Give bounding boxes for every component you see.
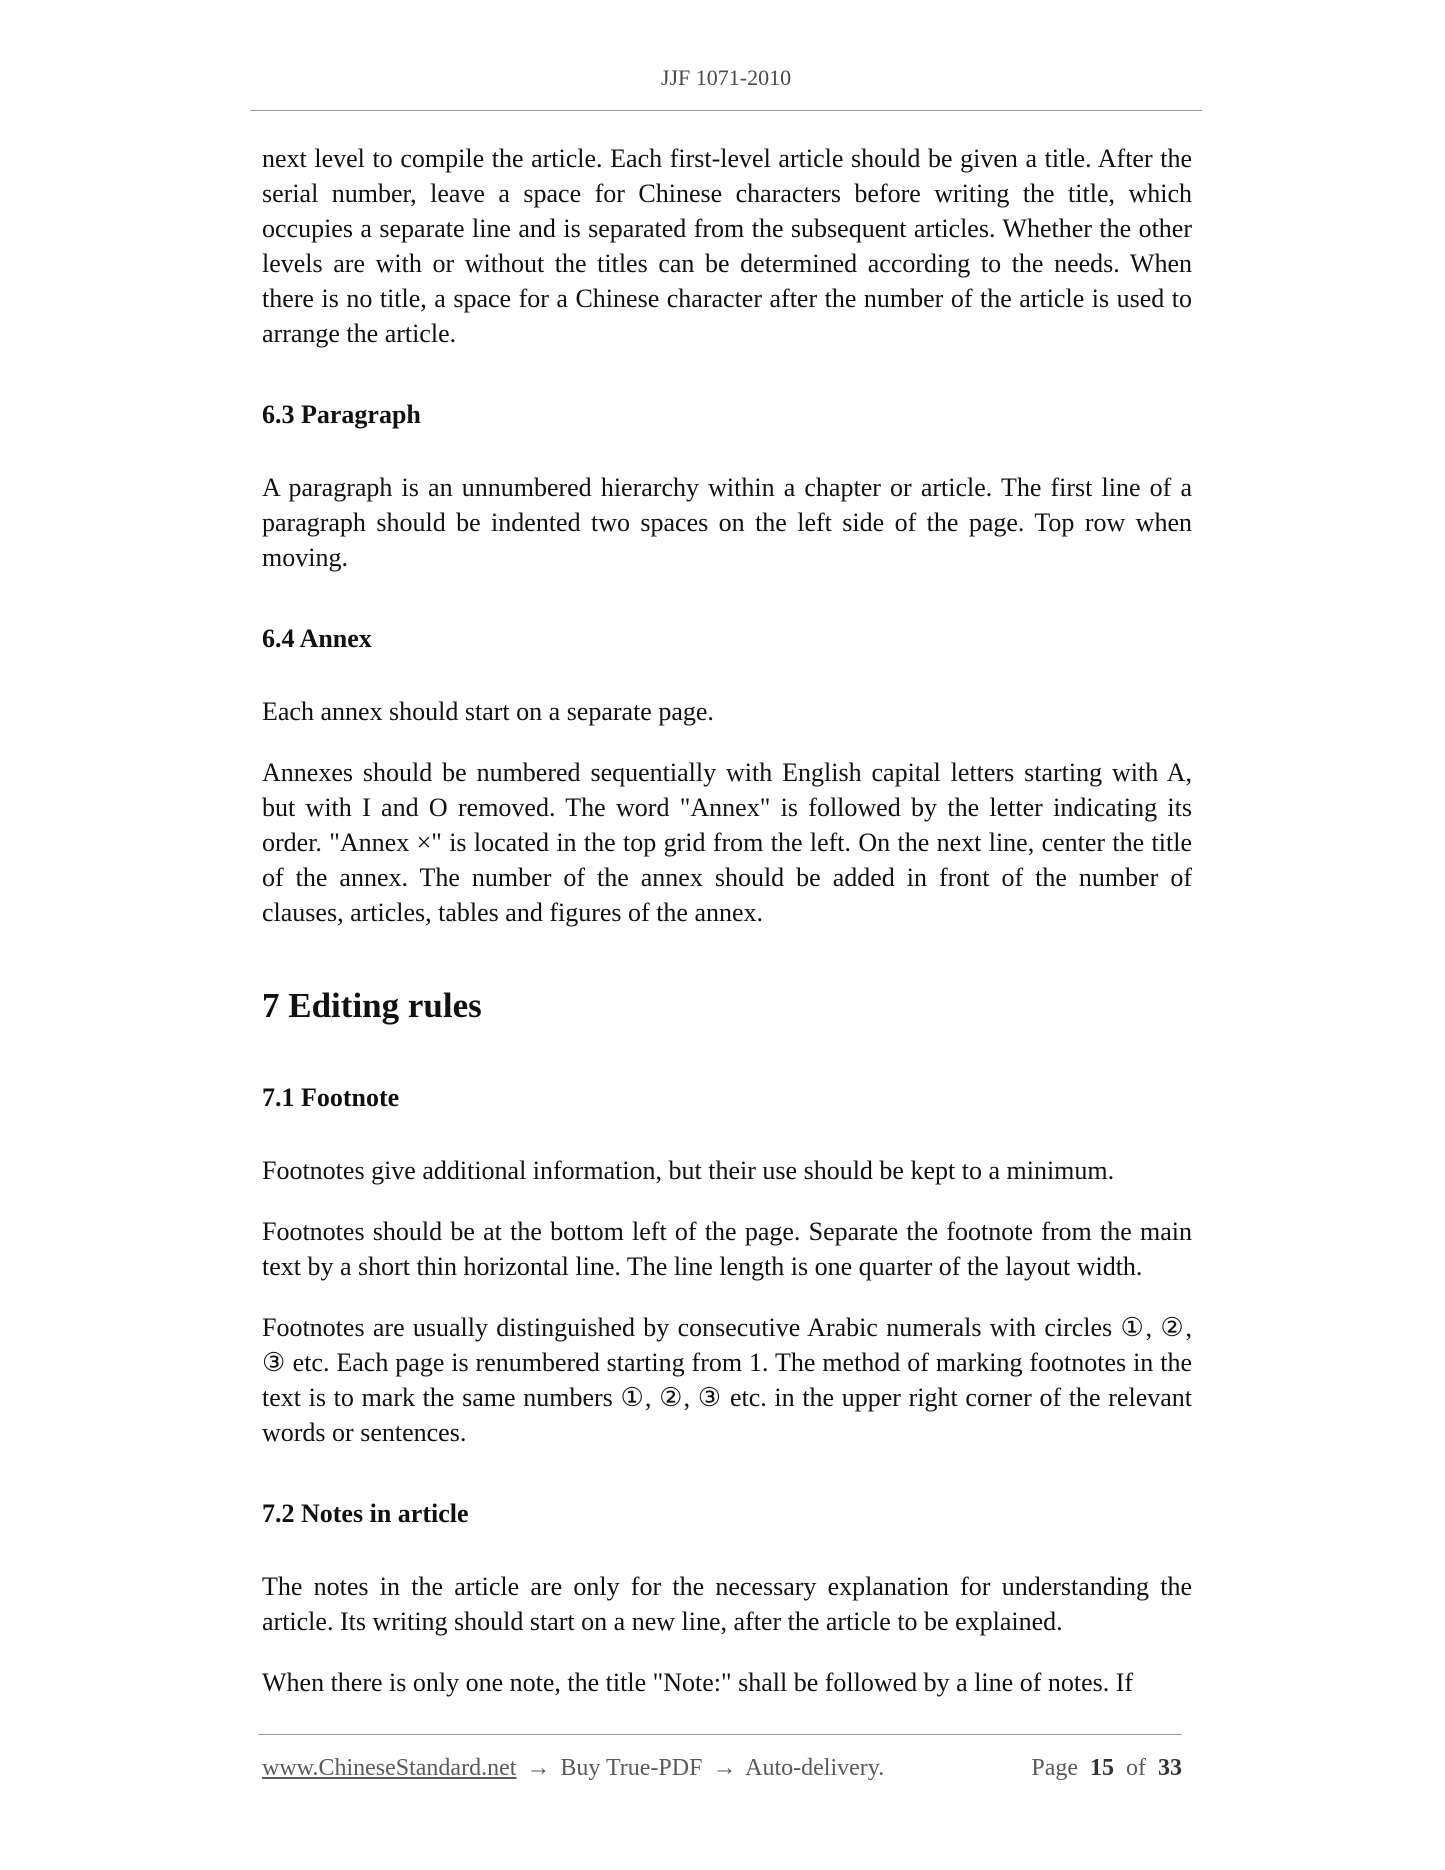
- document-body: [262, 141, 1192, 1726]
- header-divider: [250, 110, 1202, 111]
- site-link[interactable]: www.ChineseStandard.net: [262, 1755, 517, 1781]
- footer-promo: [262, 1752, 884, 1784]
- paragraph-notes-purpose: The notes in the article are only for the necessary explanation for understanding the article. Its writing should start on a new line, after the article to be explained.: [262, 1572, 1192, 1636]
- paragraph-annex-separate-page: Each annex should start on a separate page.: [262, 697, 714, 726]
- heading-7-2-notes-in-article: 7.2 Notes in article: [262, 1499, 469, 1528]
- auto-delivery-text: Auto-delivery.: [745, 1755, 885, 1781]
- paragraph-footnote-numbering: Footnotes are usually distinguished by consecutive Arabic numerals with circles ①, ②, ③ etc. Each page is renumbered starting from 1. The method of marking footnotes in the text is to mark the same numbers ①, ②, ③ etc. in the upper right corner of the relevant words or sentences.: [262, 1313, 1192, 1447]
- page-number: 15: [1090, 1755, 1114, 1781]
- page-footer: [262, 1752, 1182, 1784]
- arrow-right-icon: →: [526, 1755, 551, 1781]
- paragraph-annex-numbering: Annexes should be numbered sequentially with English capital letters starting with A, but with I and O removed. The word "Annex" is followed by the letter indicating its order. "Annex ×" is located in the top grid from the left. On the next line, center the title of the annex. The number of the annex should be added in front of the number of clauses, articles, tables and figures of the annex.: [262, 758, 1192, 927]
- heading-7-editing-rules: 7 Editing rules: [262, 986, 482, 1025]
- paragraph-articles-continued: next level to compile the article. Each first-level article should be given a title. After the serial number, leave a space for Chinese characters before writing the title, which occupies a separate line and is separated from the subsequent articles. Whether the other levels are with or without the titles can be determined according to the needs. When there is no title, a space for a Chinese character after the number of the article is used to arrange the article.: [262, 144, 1192, 348]
- arrow-right-icon: →: [712, 1755, 737, 1781]
- page-label: Page: [1031, 1755, 1078, 1781]
- heading-6-3-paragraph: 6.3 Paragraph: [262, 400, 421, 429]
- buy-true-pdf-text: Buy True-PDF: [560, 1755, 703, 1781]
- page-indicator: [1031, 1752, 1182, 1784]
- heading-7-1-footnote: 7.1 Footnote: [262, 1083, 400, 1112]
- footer-divider: [258, 1734, 1182, 1735]
- page-total: 33: [1158, 1755, 1182, 1781]
- of-label: of: [1126, 1755, 1146, 1781]
- paragraph-footnote-purpose: Footnotes give additional information, but their use should be kept to a minimum.: [262, 1156, 1115, 1185]
- running-header: JJF 1071-2010: [660, 65, 792, 90]
- paragraph-footnote-position: Footnotes should be at the bottom left of the page. Separate the footnote from the main text by a short thin horizontal line. The line length is one quarter of the layout width.: [262, 1217, 1192, 1281]
- heading-6-4-annex: 6.4 Annex: [262, 624, 372, 653]
- paragraph-single-note: When there is only one note, the title "Note:" shall be followed by a line of notes. If: [262, 1668, 1134, 1697]
- paragraph-paragraph-definition: A paragraph is an unnumbered hierarchy within a chapter or article. The first line of a paragraph should be indented two spaces on the left side of the page. Top row when moving.: [262, 473, 1192, 572]
